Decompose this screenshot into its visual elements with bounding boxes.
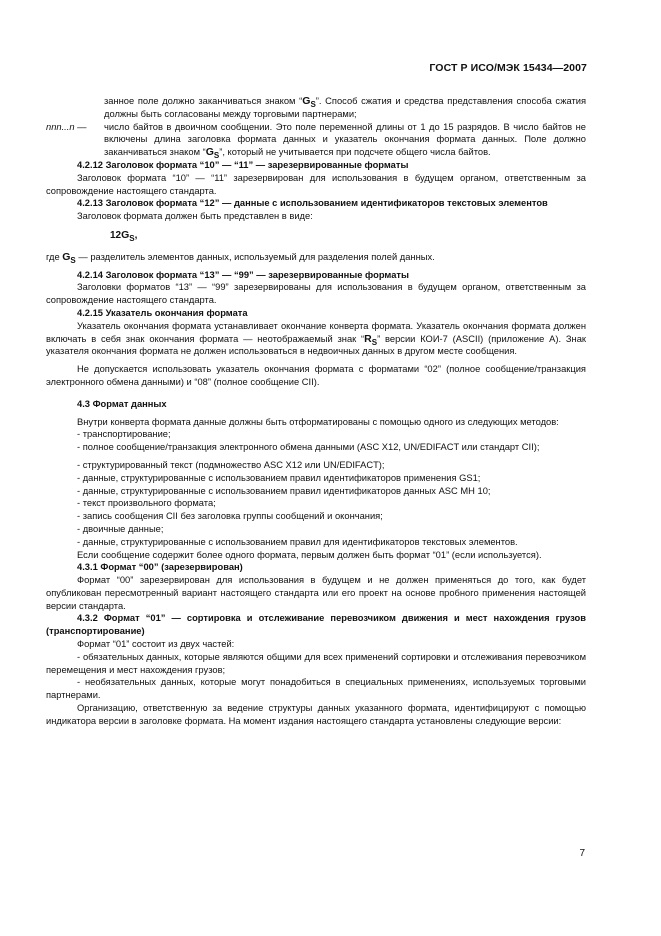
page-number: 7 [579, 848, 585, 859]
gs-symbol [62, 251, 76, 263]
paragraph: Заголовок формата должен быть представлен в виде: [77, 211, 313, 222]
paragraph: Формат “00” зарезервирован для использования в будущем и не должен применяться до того, как будет опубликован пересмотренный вариант настоящего стандарта или его проект на основе пробного применения настоящей версии стандарта. [46, 575, 586, 611]
formula-prefix: 12 [110, 229, 122, 241]
list-item: - полное сообщение/транзакция электронного обмена данными (ASC X12, UN/EDIFACT или стандарт CII); [77, 442, 540, 453]
list-item: - двоичные данные; [77, 523, 164, 534]
gs-symbol-sub: S [213, 151, 220, 161]
gs-symbol [121, 229, 135, 241]
where-clause [46, 251, 586, 264]
paragraph-text: ”. Способ сжатия и средства представления способа сжатия должны быть согласованы между торговыми партнерами; [104, 96, 587, 119]
gs-symbol-main: G [205, 146, 214, 159]
section-heading: 4.2.14 Заголовок формата “13” — “99” — зарезервированные форматы [77, 269, 409, 280]
where-text: — разделитель элементов данных, используемый для разделения полей данных. [78, 251, 435, 262]
definition-term: nnn...n — [46, 121, 87, 132]
paragraph-text: занное поле должно заканчиваться знаком “ [104, 96, 303, 106]
gs-symbol-main: G [62, 250, 71, 263]
formula-suffix: , [134, 229, 138, 241]
rs-symbol-sub: S [371, 337, 378, 347]
list-item: - обязательных данных, которые являются общими для всех применений сортировки и отслеживания перевозчиком перемещения и мест нахождения грузов; [46, 651, 586, 675]
definition-text: ”, который не учитывается при подсчете общего числа байтов. [219, 147, 491, 158]
paragraph: Заголовки форматов “13” — “99” зарезервированы для использования в будущем органом, ответственным за сопровождение настоящего стандарта. [46, 282, 586, 306]
list-item: - данные, структурированные с использованием правил для идентификаторов текстовых элементов. [77, 536, 518, 547]
section-heading: 4.3.2 Формат “01” — сортировка и отслеживание перевозчиком движения и мест нахождения грузов (транспортирование) [46, 613, 586, 637]
paragraph: Если сообщение содержит более одного формата, первым должен быть формат “01” (если используется). [77, 549, 542, 560]
section-heading: 4.2.15 Указатель окончания формата [77, 307, 248, 318]
paragraph-text: Указатель окончания формата устанавливает окончание конверта формата. Указатель окончания формата должен включать в себя знак окончания формата — неотображаемый знак “ [46, 320, 586, 344]
paragraph: Не допускается использовать указатель окончания формата с форматами “02” (полное сообщение/транзакция электронного обмена данными) и “08” (полное сообщение CII). [46, 364, 586, 387]
page-body [46, 95, 586, 728]
list-item: - текст произвольного формата; [77, 498, 216, 509]
paragraph: Формат “01” состоит из двух частей: [77, 639, 235, 650]
gs-symbol-sub: S [129, 233, 135, 243]
list-item: - транспортирование; [77, 429, 171, 440]
list-item: - данные, структурированные с использованием правил идентификаторов применения GS1; [77, 472, 481, 483]
paragraph: Организацию, ответственную за ведение структуры данных указанного формата, идентифицируют с помощью индикатора версии в заголовке формата. На момент издания настоящего стандарта установлены следующие версии: [46, 703, 586, 726]
list-item: - данные, структурированные с использованием правил идентификаторов данных ASC MH 10; [77, 485, 491, 496]
paragraph [46, 95, 586, 121]
where-prefix: где [46, 251, 60, 262]
definition-text: число байтов в двоичном сообщении. Это поле переменной длины от 1 до 15 разрядов. В число байтов не включены длина заголовка формата данных и указатель окончания формата данных. Поле должно заканчиваться знаком “ [104, 121, 586, 158]
paragraph [46, 320, 586, 358]
list-item: - необязательных данных, которые могут понадобиться в специальных применениях, используемых торговыми партнерами. [46, 677, 586, 701]
paragraph: Заголовок формата “10” — “11” зарезервирован для использования в будущем органом, ответственным за сопровождение настоящего стандарта. [46, 172, 586, 196]
paragraph: Внутри конверта формата данные должны быть отформатированы с помощью одного из следующих методов: [77, 416, 559, 427]
rs-symbol-main: R [364, 332, 372, 345]
list-item: - структурированный текст (подмножество ASC X12 или UN/EDIFACT); [77, 459, 385, 470]
definition-item [46, 121, 586, 159]
section-heading: 4.3.1 Формат “00” (зарезервирован) [77, 562, 243, 573]
section-heading: 4.2.12 Заголовок формата “10” — “11” — зарезервированные форматы [77, 159, 409, 170]
gs-symbol-sub: S [70, 255, 76, 265]
paragraph-text: ” версии КОИ-7 (ASCII) (приложение А). Знак указателя окончания формата не должен использоваться в недвоичных данных в другом месте сообщения. [46, 333, 587, 357]
section-heading: 4.3 Формат данных [77, 398, 167, 409]
rs-symbol [364, 333, 377, 345]
gs-symbol-main: G [302, 95, 311, 107]
section-heading: 4.2.13 Заголовок формата “12” — данные с использованием идентификаторов текстовых элементов [77, 198, 548, 209]
format-formula [46, 229, 586, 243]
gs-symbol-sub: S [310, 100, 316, 109]
gs-symbol [302, 95, 316, 107]
list-item: - запись сообщения CII без заголовка группы сообщений и окончания; [77, 511, 383, 522]
gs-symbol [205, 146, 220, 161]
gs-symbol-main: G [121, 228, 130, 241]
standard-title: ГОСТ Р ИСО/МЭК 15434—2007 [429, 62, 587, 74]
